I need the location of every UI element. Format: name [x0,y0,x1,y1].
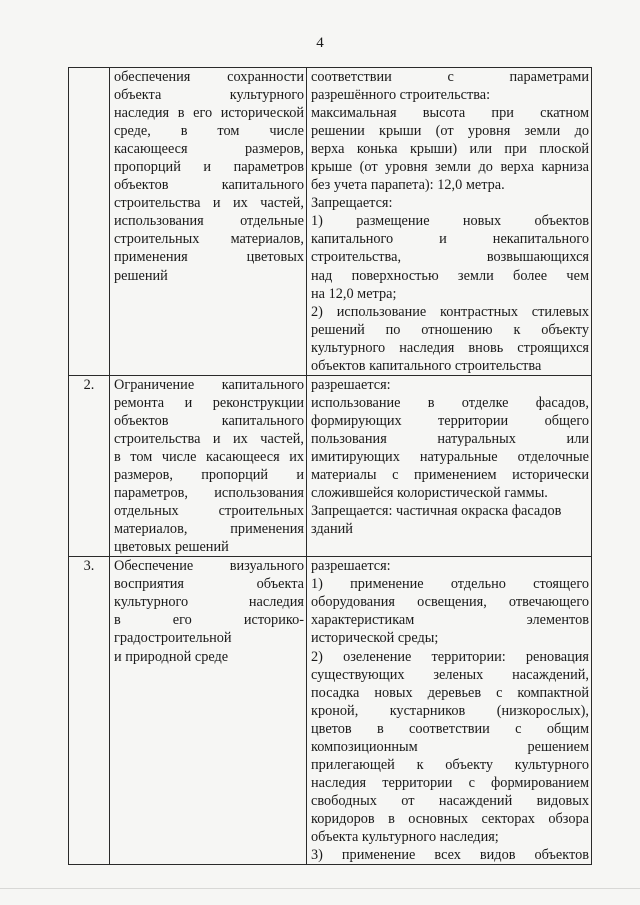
cell-line: 3) применение всех видов объектов [311,847,589,864]
requirements-cell [307,375,592,556]
table-row [69,375,592,556]
cell-line: объектов капитального строительства [311,357,542,374]
cell-line: наследия в его исторической [114,105,304,122]
cell-line: среде, в том числе [114,123,304,140]
cell-line: разрешается: [311,376,391,393]
row-number-cell [69,68,110,376]
cell-line: строительства и их частей, [114,195,304,212]
scan-edge-line [0,888,640,889]
cell-line: Запрещается: [311,195,393,212]
cell-line: использование в отделке фасадов, [311,394,589,411]
cell-line: прилегающей к объекту культурного [311,756,589,773]
cell-line: 1) применение отдельно стоящего [311,576,589,593]
cell-line: разрешённого строительства: [311,87,491,104]
cell-line: решении крыши (от уровня земли до [311,123,589,140]
cell-line: размеров, пропорций и [114,467,304,484]
cell-line: характеристикам элементов [311,612,589,629]
cell-line: восприятия объекта [114,576,304,593]
cell-line: отдельных строительных [114,503,304,520]
cell-line: оборудования освещения, отвечающего [311,594,589,611]
cell-line: сложившейся колористической гаммы. [311,485,548,502]
cell-line: применения цветовых [114,249,304,266]
cell-line: объектов капитального [114,412,304,429]
cell-line: в его историко- [114,612,304,629]
cell-line: без учета парапета): 12,0 метра. [311,177,505,194]
cell-line: коридоров в основных секторах обзора [311,810,589,827]
cell-line: Обеспечение визуального [114,558,304,575]
cell-line: композиционным решением [311,738,589,755]
restriction-name-cell [110,375,307,556]
table-row [69,68,592,376]
cell-line: касающееся размеров, [114,141,304,158]
cell-line: максимальная высота при скатном [311,105,589,122]
cell-line: в том числе касающееся их [114,448,304,465]
row-number-cell: 2. [69,375,110,556]
cell-line: Ограничение капитального [114,376,304,393]
cell-line: на 12,0 метра; [311,285,397,302]
requirements-cell [307,68,592,376]
cell-line: использования отдельные [114,213,304,230]
cell-line: существующих зеленых насаждений, [311,666,589,683]
cell-line: свободных от насаждений видовых [311,792,589,809]
cell-line: Запрещается: частичная окраска фасадов [311,503,562,520]
requirements-cell [307,557,592,865]
cell-line: 2) озеленение территории: реновация [311,648,589,665]
cell-line: материалов, применения [114,521,304,538]
cell-line: формирующих территории общего [311,412,589,429]
cell-line: зданий [311,521,353,538]
cell-line: культурного наследия вновь строящихся [311,339,589,356]
cell-line: и природной среде [114,648,229,665]
cell-line: капитального и некапитального [311,231,589,248]
table-row [69,557,592,865]
cell-line: объекта культурного [114,87,304,104]
cell-line: крыше (от уровня земли до верха карниза [311,159,589,176]
cell-line: объекта культурного наследия; [311,828,499,845]
cell-line: посадка новых деревьев с компактной [311,684,589,701]
cell-line: параметров, использования [114,485,304,502]
cell-line: разрешается: [311,558,391,575]
cell-line: наследия территории с формированием [311,774,589,791]
cell-line: строительства, возвышающихся [311,249,589,266]
cell-line: строительства и их частей, [114,430,304,447]
cell-line: над поверхностью земли более чем [311,267,589,284]
cell-line: пользования натуральных или [311,430,589,447]
restriction-name-cell [110,68,307,376]
cell-line: цветов в соответствии с общим [311,720,589,737]
cell-line: имитирующих натуральные отделочные [311,448,589,465]
cell-line: решений по отношению к объекту [311,321,589,338]
cell-line: строительных материалов, [114,231,304,248]
page-number: 4 [316,35,324,51]
cell-line: исторической среды; [311,630,439,647]
cell-line: 1) размещение новых объектов [311,213,589,230]
cell-line: кроной, кустарников (низкорослых), [311,702,589,719]
cell-line: соответствии с параметрами [311,69,589,85]
cell-line: пропорций и параметров [114,159,304,176]
restriction-name-cell [110,557,307,865]
cell-line: объектов капитального [114,177,304,194]
regulations-table [68,67,592,865]
cell-line: градостроительной [114,630,232,647]
cell-line: ремонта и реконструкции [114,394,304,411]
cell-line: культурного наследия [114,594,304,611]
cell-line: решений [114,267,168,284]
cell-line: цветовых решений [114,539,229,556]
cell-line: обеспечения сохранности [114,69,304,85]
row-number-cell: 3. [69,557,110,865]
cell-line: 2) использование контрастных стилевых [311,303,589,320]
cell-line: верха конька крыши) или при плоской [311,141,589,158]
cell-line: материалы с применением исторически [311,467,589,484]
